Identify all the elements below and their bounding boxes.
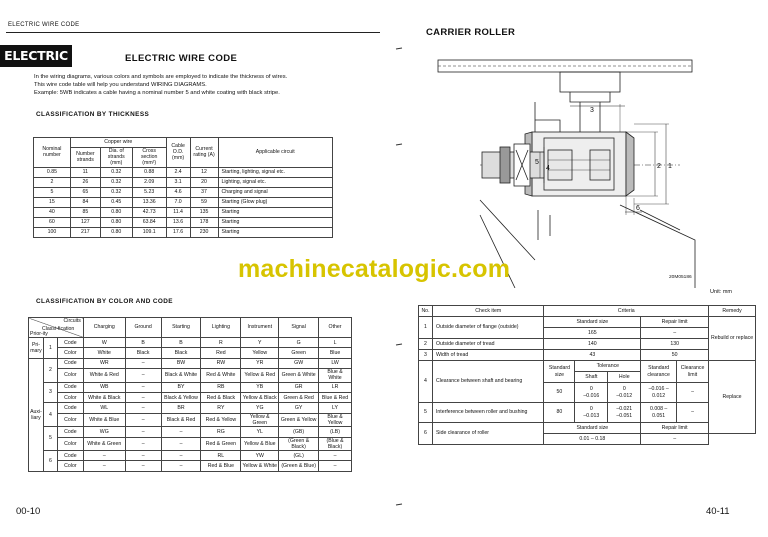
thickness-cell-cross: 13.36 (132, 197, 166, 207)
color-cell-color: – (319, 461, 352, 471)
row-4-clearance-lower: 0.012 (652, 392, 666, 399)
color-cell-code: – (125, 403, 161, 413)
thickness-cell-nominal: 0.85 (34, 167, 71, 177)
color-cell-color: Green (279, 348, 319, 358)
color-cell-code: LW (319, 358, 352, 368)
thickness-cell-current: 230 (190, 227, 218, 237)
row-4-shaft-lower: –0.016 (583, 392, 600, 399)
row-4-clearance-upper: –0.016 – (648, 386, 669, 393)
color-cell-code: WB (83, 382, 125, 392)
row-kind-code: Code (57, 450, 83, 460)
color-cell-code: G (279, 338, 319, 348)
classification-number: 5 (43, 427, 57, 451)
header-check-item: Check item (432, 306, 544, 317)
color-cell-code: – (125, 427, 161, 437)
color-cell-color: – (125, 392, 161, 402)
color-row (29, 437, 352, 450)
color-cell-color: Blue & White (319, 369, 352, 382)
color-cell-color: Black & Red (161, 413, 201, 426)
color-cell-code: – (125, 450, 161, 460)
thickness-cell-dia: 0.80 (100, 217, 132, 227)
thickness-body (34, 167, 333, 237)
thickness-cell-circuit: Starting (218, 207, 333, 217)
classification-number: 2 (43, 358, 57, 382)
col-instrument: Instrument (241, 318, 279, 338)
thickness-cell-current: 135 (190, 207, 218, 217)
row-4-shaft-upper: 0 (589, 386, 593, 393)
row-kind-color: Color (57, 437, 83, 450)
thickness-cell-current: 37 (190, 187, 218, 197)
row-1-no: 1 (419, 317, 433, 339)
classification-number: 3 (43, 382, 57, 403)
section-tab: ELECTRIC (0, 45, 72, 67)
color-cell-color: Black & White (161, 369, 201, 382)
row-5-clearance-upper: 0.008 – (650, 406, 668, 413)
intro-line-2: This wire code table will help you understand WIRING DIAGRAMS. (34, 82, 207, 89)
color-row (29, 450, 352, 460)
row-4-limit: – (677, 383, 709, 403)
color-cell-color: White & Red (83, 369, 125, 382)
color-cell-color: Red & Yellow (201, 413, 241, 426)
thickness-cell-strands: 84 (70, 197, 100, 207)
thickness-cell-current: 20 (190, 177, 218, 187)
carrier-roller-title: CARRIER ROLLER (426, 27, 516, 38)
color-cell-color: White & Green (83, 437, 125, 450)
thickness-cell-cross: 109.1 (132, 227, 166, 237)
color-cell-code: – (83, 450, 125, 460)
col-ground: Ground (125, 318, 161, 338)
row-6-no: 6 (419, 423, 433, 445)
row-3-limit: 50 (641, 350, 709, 361)
color-cell-color: (Blue & Black) (319, 437, 352, 450)
row-kind-color: Color (57, 348, 83, 358)
color-table (28, 317, 352, 472)
color-cell-code: BY (161, 382, 201, 392)
thickness-cell-strands: 65 (70, 187, 100, 197)
thickness-cell-od: 3.1 (166, 177, 190, 187)
right-page-number: 40-11 (706, 506, 730, 517)
remedy-rebuild: Rebuild or replace (709, 317, 756, 361)
row-kind-color: Color (57, 369, 83, 382)
color-cell-code: B (125, 338, 161, 348)
thickness-cell-strands: 217 (70, 227, 100, 237)
color-cell-color: Blue & Yellow (319, 413, 352, 426)
row-kind-color: Color (57, 461, 83, 471)
row-5-limit: – (677, 403, 709, 423)
row-3-item: Width of tread (432, 350, 544, 361)
carrier-roller-drawing (420, 40, 710, 288)
thickness-table (33, 137, 333, 238)
header-nominal: Nominal number (34, 138, 71, 168)
color-cell-code: – (161, 427, 201, 437)
color-cell-color: Green & White (279, 369, 319, 382)
thickness-cell-nominal: 2 (34, 177, 71, 187)
color-cell-color: Red & Green (201, 437, 241, 450)
intro-line-1: In the wiring diagrams, various colors and symbols are employed to indicate the thickness of wires. (34, 74, 288, 80)
thickness-cell-circuit: Lighting, signal etc. (218, 177, 333, 187)
row-4-hole-upper: 0 (622, 386, 626, 393)
corner-priority: Prior-ity (30, 330, 48, 337)
header-cross: Cross section (mm²) (132, 148, 166, 168)
thickness-cell-strands: 11 (70, 167, 100, 177)
row-4-std: 50 (544, 383, 575, 403)
thickness-cell-dia: 0.32 (100, 167, 132, 177)
color-cell-code: LR (319, 382, 352, 392)
color-cell-color: – (83, 461, 125, 471)
color-cell-color: – (125, 413, 161, 426)
color-row (29, 338, 352, 348)
color-row (29, 382, 352, 392)
header-remedy: Remedy (709, 306, 756, 317)
color-cell-code: YG (241, 403, 279, 413)
thickness-cell-nominal: 15 (34, 197, 71, 207)
unit-label: Unit: mm (710, 289, 732, 295)
color-cell-color: Green & Yellow (279, 413, 319, 426)
color-row (29, 403, 352, 413)
row-5-shaft (575, 403, 608, 423)
row-1-standard-size-label: Standard size (544, 317, 641, 328)
thickness-cell-circuit: Starting, lighting, signal etc. (218, 167, 333, 177)
thickness-cell-nominal: 40 (34, 207, 71, 217)
thickness-heading: CLASSIFICATION BY THICKNESS (36, 111, 150, 118)
color-cell-color: Yellow & Red (241, 369, 279, 382)
color-row (29, 427, 352, 437)
classification-number: 4 (43, 403, 57, 427)
color-cell-color: White & Black (83, 392, 125, 402)
row-2-no: 2 (419, 339, 433, 350)
tol-standard-size-label: Standard size (544, 361, 575, 383)
color-cell-code: B (161, 338, 201, 348)
row-4-item: Clearance between shaft and bearing (432, 361, 544, 403)
thickness-cell-nominal: 5 (34, 187, 71, 197)
row-6-std: 0.01 – 0.18 (544, 434, 641, 445)
header-criteria: Criteria (544, 306, 709, 317)
color-cell-code: R (201, 338, 241, 348)
thickness-cell-dia: 0.45 (100, 197, 132, 207)
shaft-label: Shaft (575, 372, 608, 383)
color-row (29, 413, 352, 426)
thickness-row (34, 167, 333, 177)
color-row (29, 392, 352, 402)
row-5-shaft-upper: 0 (589, 406, 593, 413)
color-cell-code: GW (279, 358, 319, 368)
color-cell-code: YR (241, 358, 279, 368)
thickness-cell-current: 178 (190, 217, 218, 227)
color-cell-color: Black & Yellow (161, 392, 201, 402)
bracket-top (560, 72, 620, 92)
thickness-row (34, 177, 333, 187)
row-3-no: 3 (419, 350, 433, 361)
color-cell-color: White (83, 348, 125, 358)
color-row (29, 461, 352, 471)
color-cell-color: (Green & Black) (279, 437, 319, 450)
color-cell-code: (LB) (319, 427, 352, 437)
thickness-cell-strands: 127 (70, 217, 100, 227)
row-4-shaft (575, 383, 608, 403)
color-cell-color: Red & Black (201, 392, 241, 402)
row-kind-color: Color (57, 392, 83, 402)
color-cell-color: Black (125, 348, 161, 358)
color-cell-code: RG (201, 427, 241, 437)
thickness-cell-circuit: Starting (218, 227, 333, 237)
row-kind-code: Code (57, 427, 83, 437)
row-4-hole-lower: –0.012 (616, 392, 633, 399)
row-2-item: Outside diameter of tread (432, 339, 544, 350)
row-1-limit: – (641, 328, 709, 339)
corner-classification: Classi-fication (42, 326, 75, 332)
intro-line-3: Example: 5WB indicates a cable having a nominal number 5 and white coating with black stripe. (34, 90, 280, 97)
color-cell-code: – (161, 450, 201, 460)
col-other: Other (319, 318, 352, 338)
thickness-row (34, 197, 333, 207)
header-circuit: Applicable circuit (218, 138, 333, 168)
thickness-cell-nominal: 60 (34, 217, 71, 227)
row-6-item: Side clearance of roller (432, 423, 544, 445)
thickness-cell-current: 59 (190, 197, 218, 207)
row-6-limit: – (641, 434, 709, 445)
color-cell-code: RW (201, 358, 241, 368)
thickness-cell-cross: 0.88 (132, 167, 166, 177)
color-cell-color: Red & Blue (201, 461, 241, 471)
thickness-cell-strands: 85 (70, 207, 100, 217)
color-cell-code: GR (279, 382, 319, 392)
row-5-clearance (641, 403, 677, 423)
color-cell-color: – (125, 369, 161, 382)
color-cell-code: LY (319, 403, 352, 413)
color-cell-code: YW (241, 450, 279, 460)
color-cell-color: Yellow & Blue (241, 437, 279, 450)
row-4-no: 4 (419, 361, 433, 403)
header-rule (6, 32, 380, 33)
row-5-std: 80 (544, 403, 575, 423)
color-cell-code: RY (201, 403, 241, 413)
row-5-shaft-lower: –0.013 (583, 412, 600, 419)
left-page-number: 00-10 (16, 506, 41, 517)
thickness-cell-cross: 42.73 (132, 207, 166, 217)
row-5-item: Interference between roller and bushing (432, 403, 544, 423)
color-cell-color: Red & White (201, 369, 241, 382)
row-2-std: 140 (544, 339, 641, 350)
color-cell-color: Yellow & White (241, 461, 279, 471)
color-cell-code: – (125, 382, 161, 392)
color-cell-code: – (319, 450, 352, 460)
priority-auxiliary: Auxi-liary (29, 358, 44, 471)
col-charging: Charging (83, 318, 125, 338)
color-cell-color: Yellow & Black (241, 392, 279, 402)
drawing-code: 20M05186 (669, 275, 692, 280)
color-cell-color: Black (161, 348, 201, 358)
dim-label-2: 2 (657, 163, 661, 170)
dim-label-3: 3 (590, 107, 594, 114)
thickness-cell-circuit: Charging and signal (218, 187, 333, 197)
remedy-replace: Replace (709, 361, 756, 434)
header-no: No. (419, 306, 433, 317)
header-current: Current rating (A) (190, 138, 218, 168)
thickness-cell-od: 11.4 (166, 207, 190, 217)
color-row (29, 358, 352, 368)
color-body (29, 338, 352, 472)
color-cell-color: Green & Red (279, 392, 319, 402)
clearance-limit-label: Clearance limit (677, 361, 709, 383)
thickness-cell-od: 17.6 (166, 227, 190, 237)
thickness-cell-circuit: Starting (218, 217, 333, 227)
color-cell-color: – (125, 461, 161, 471)
header-cable-od: Cable O.D. (mm) (166, 138, 190, 168)
corner-cell (29, 318, 84, 338)
row-6-standard-size-label: Standard size (544, 423, 641, 434)
watermark: machinecatalogic.com (238, 255, 511, 283)
classification-number: 1 (43, 338, 57, 359)
color-cell-color: – (125, 437, 161, 450)
row-kind-code: Code (57, 403, 83, 413)
thickness-cell-current: 12 (190, 167, 218, 177)
row-5-hole-lower: –0.051 (616, 412, 633, 419)
thickness-cell-circuit: Starting (Glow plug) (218, 197, 333, 207)
tolerance-label: Tolerance (575, 361, 641, 372)
color-heading: CLASSIFICATION BY COLOR AND CODE (36, 298, 173, 305)
intro-paragraph (34, 73, 374, 98)
color-cell-code: WL (83, 403, 125, 413)
color-cell-color: Yellow (241, 348, 279, 358)
row-5-no: 5 (419, 403, 433, 423)
thickness-cell-cross: 5.23 (132, 187, 166, 197)
color-cell-code: YL (241, 427, 279, 437)
color-cell-color: Blue & Red (319, 392, 352, 402)
dim-label-5: 5 (535, 159, 539, 166)
standard-clearance-label: Standard clearance (641, 361, 677, 383)
row-1-repair-limit-label: Repair limit (641, 317, 709, 328)
color-cell-code: RL (201, 450, 241, 460)
thickness-cell-strands: 26 (70, 177, 100, 187)
thickness-row (34, 207, 333, 217)
thickness-cell-dia: 0.80 (100, 227, 132, 237)
thickness-cell-od: 7.0 (166, 197, 190, 207)
row-4-clearance (641, 383, 677, 403)
roller-body (532, 132, 626, 196)
col-lighting: Lighting (201, 318, 241, 338)
color-cell-code: Y (241, 338, 279, 348)
dim-label-4: 4 (546, 165, 550, 172)
criteria-table (418, 305, 756, 445)
thickness-row (34, 217, 333, 227)
color-cell-code: RB (201, 382, 241, 392)
page-title: ELECTRIC WIRE CODE (125, 53, 238, 64)
corner-circuits: Circuits (63, 318, 81, 324)
color-cell-code: W (83, 338, 125, 348)
row-5-hole-upper: –0.021 (616, 406, 633, 413)
header-strands: Number strands (70, 148, 100, 168)
color-cell-color: White & Blue (83, 413, 125, 426)
priority-primary: Pri-mary (29, 338, 44, 359)
col-starting: Starting (161, 318, 201, 338)
thickness-cell-cross: 63.84 (132, 217, 166, 227)
thickness-cell-od: 13.6 (166, 217, 190, 227)
color-cell-code: BR (161, 403, 201, 413)
row-1-item: Outside diameter of flange (outside) (432, 317, 544, 339)
row-kind-code: Code (57, 382, 83, 392)
color-cell-color: Blue (319, 348, 352, 358)
color-row (29, 369, 352, 382)
color-cell-color: (Green & Blue) (279, 461, 319, 471)
row-5-clearance-lower: 0.051 (652, 412, 666, 419)
color-cell-code: – (125, 358, 161, 368)
running-header: ELECTRIC WIRE CODE (8, 22, 80, 28)
row-5-hole (608, 403, 641, 423)
color-cell-color: Red (201, 348, 241, 358)
row-2-limit: 130 (641, 339, 709, 350)
row-4-hole (608, 383, 641, 403)
row-kind-code: Code (57, 338, 83, 348)
color-row (29, 348, 352, 358)
thickness-cell-dia: 0.32 (100, 187, 132, 197)
thickness-cell-dia: 0.80 (100, 207, 132, 217)
header-dia: Dia. of strands (mm) (100, 148, 132, 168)
color-cell-code: L (319, 338, 352, 348)
row-6-repair-limit-label: Repair limit (641, 423, 709, 434)
color-cell-color: – (161, 437, 201, 450)
row-3-std: 43 (544, 350, 641, 361)
thickness-cell-cross: 2.09 (132, 177, 166, 187)
col-signal: Signal (279, 318, 319, 338)
color-cell-code: GY (279, 403, 319, 413)
hole-label: Hole (608, 372, 641, 383)
thickness-row (34, 227, 333, 237)
color-cell-code: (GL) (279, 450, 319, 460)
header-copper-wire: Copper wire (70, 138, 166, 148)
thickness-cell-dia: 0.32 (100, 177, 132, 187)
color-cell-color: – (161, 461, 201, 471)
color-cell-code: WG (83, 427, 125, 437)
color-cell-code: YB (241, 382, 279, 392)
color-cell-code: (GB) (279, 427, 319, 437)
row-1-std: 165 (544, 328, 641, 339)
row-kind-code: Code (57, 358, 83, 368)
row-kind-color: Color (57, 413, 83, 426)
color-cell-color: Yellow & Green (241, 413, 279, 426)
classification-number: 6 (43, 450, 57, 471)
thickness-row (34, 187, 333, 197)
dim-label-6: 6 (636, 205, 640, 212)
thickness-cell-od: 2.4 (166, 167, 190, 177)
thickness-cell-od: 4.6 (166, 187, 190, 197)
dim-label-1: 1 (668, 163, 672, 170)
color-cell-code: WR (83, 358, 125, 368)
color-cell-code: BW (161, 358, 201, 368)
thickness-cell-nominal: 100 (34, 227, 71, 237)
